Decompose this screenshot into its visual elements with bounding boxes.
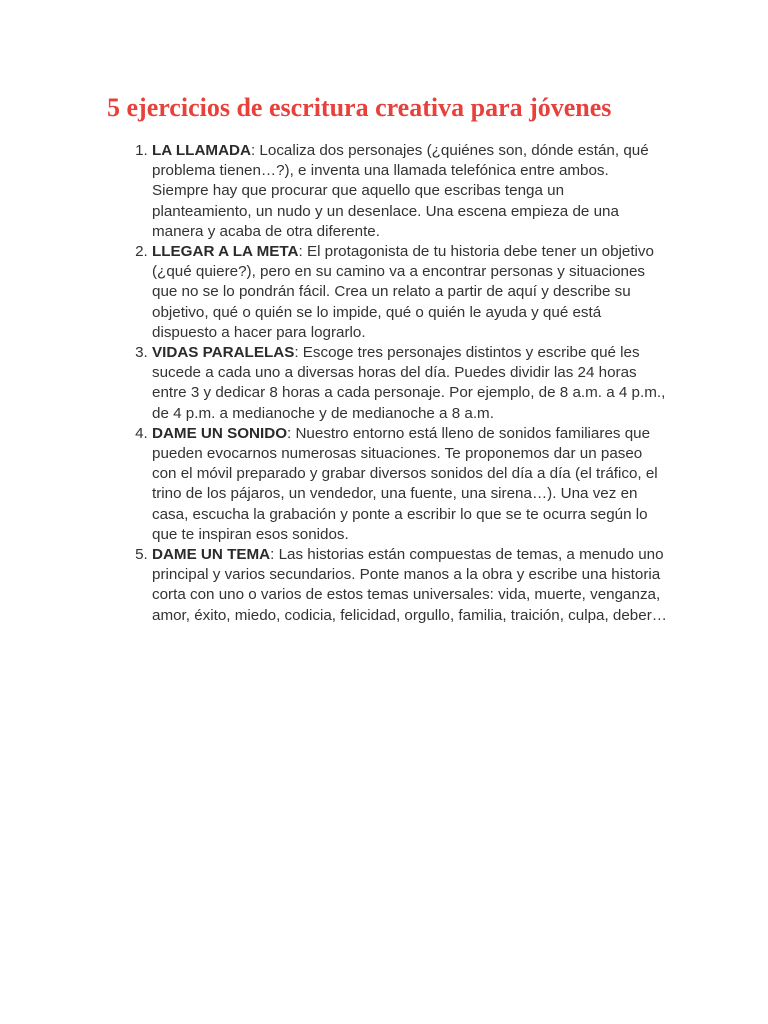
exercise-title: LA LLAMADA	[152, 142, 251, 159]
list-item	[152, 141, 667, 242]
exercise-title: VIDAS PARALELAS	[152, 344, 295, 362]
list-item	[152, 343, 667, 424]
page-title: 5 ejercicios de escritura creativa para jóvenes	[107, 93, 612, 122]
exercise-text: : Las historias están compuestas de temas, a menudo uno principal y varios secundarios. Ponte manos a la obra y escribe una historia corta con uno o varios de estos temas universales: vida, muerte, venganza, amor, éxito, miedo, codicia, felicidad, orgullo, familia, traición, culpa, deber…	[152, 546, 667, 624]
exercise-text: : Localiza dos personajes (¿quiénes son, dónde están, qué problema tienen…?), e inventa una llamada telefónica entre ambos. Siempre hay que procurar que aquello que escribas tenga un planteamiento, un nudo y un desenlace. Una escena empieza de una manera y acaba de otra diferente.	[152, 142, 649, 240]
exercise-list	[152, 141, 667, 626]
list-item	[152, 242, 667, 343]
exercise-title: DAME UN TEMA	[152, 546, 271, 564]
exercise-title: LLEGAR A LA META	[152, 243, 299, 261]
list-item	[152, 424, 667, 545]
exercise-text: : Escoge tres personajes distintos y escribe qué les sucede a cada uno a diversas horas del día. Puedes dividir las 24 horas entre 3 y dedicar 8 horas a cada personaje. Por ejemplo, de 8 a.m. a 4 p.m., de 4 p.m. a medianoche y de medianoche a 8 a.m.	[152, 344, 666, 422]
list-item	[152, 545, 667, 626]
exercise-text: : El protagonista de tu historia debe tener un objetivo (¿qué quiere?), pero en su camino va a encontrar personas y situaciones que no se lo pondrán fácil. Crea un relato a partir de aquí y describe su objetivo, qué o quién se lo impide, qué o quién le ayuda y qué está dispuesto a hacer para lograrlo.	[152, 243, 654, 341]
exercise-text: : Nuestro entorno está lleno de sonidos familiares que pueden evocarnos numerosas situaciones. Te proponemos dar un paseo con el móvil preparado y grabar diversos sonidos del día a día (el tráfico, el trino de los pájaros, un vendedor, una fuente, una sirena…). Una vez en casa, escucha la grabación y ponte a escribir lo que se te ocurra según lo que te inspiran esos sonidos.	[152, 424, 658, 543]
exercise-title: DAME UN SONIDO	[152, 424, 288, 442]
